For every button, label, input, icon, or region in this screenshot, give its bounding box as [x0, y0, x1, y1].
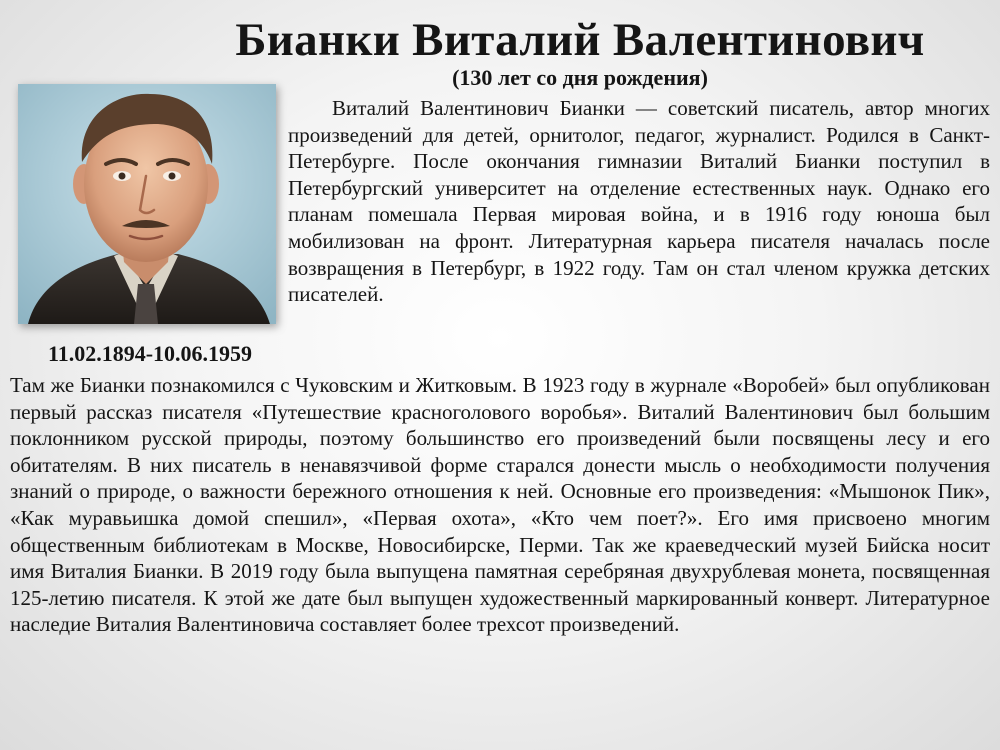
- page-title: Бианки Виталий Валентинович: [235, 14, 925, 66]
- portrait-photo: [18, 84, 276, 324]
- bio-intro-paragraph: Виталий Валентинович Бианки — советский писатель, автор многих произведений для детей, орнитолог, педагог, журналист. Родился в Санкт-Петербурге. После окончания гимназии Виталий Бианки поступил в Петербургский университет на отделение естественных наук. Однако его планам помешала Первая мировая война, и в 1916 году юноша был мобилизован на фронт. Литературная карьера писателя началась после возвращения в Петербург, в 1922 году. Там он стал членом кружка детских писателей.: [288, 96, 990, 307]
- bio-main-paragraph: Там же Бианки познакомился с Чуковским и Житковым. В 1923 году в журнале «Воробей» был опубликован первый рассказ писателя «Путешествие красноголового воробья». Виталий Валентинович был большим поклонником русской природы, поэтому большинство его произведений были посвящены лесу и его обитателям. В них писатель в ненавязчивой форме старался донести мысль о необходимости получения знаний о природе, о важности бережного отношения к ней. Основные его произведения: «Мышонок Пик», «Как муравьишка домой спешил», «Первая охота», «Кто чем поет?». Его имя присвоено многим общественным библиотекам в Москве, Новосибирске, Перми. Так же краеведческий музей Бийска носит имя Виталия Бианки. В 2019 году была выпущена памятная серебряная двухрублевая монета, посвященная 125-летию писателя. К этой же дате был выпущен художественный маркированный конверт. Литературное наследие Виталия Валентиновича составляет более трехсот произведений.: [10, 373, 990, 637]
- life-dates: 11.02.1894-10.06.1959: [47, 341, 253, 366]
- page-subtitle: (130 лет со дня рождения): [452, 65, 708, 90]
